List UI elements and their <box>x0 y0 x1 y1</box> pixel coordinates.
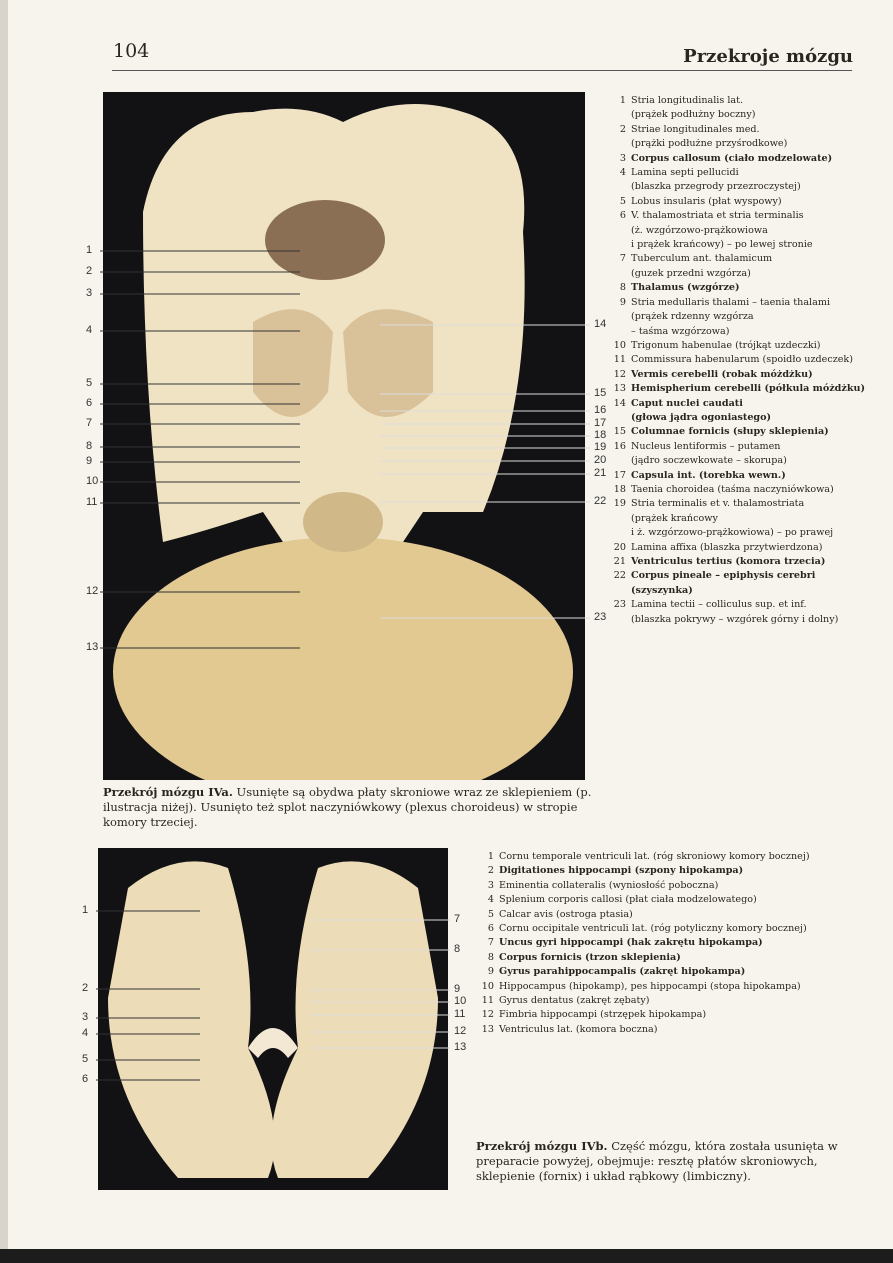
legend-number <box>610 454 626 468</box>
figure-label: 17 <box>594 417 607 429</box>
legend-item <box>610 512 870 526</box>
figure-label: 18 <box>594 429 607 441</box>
figure-label: 22 <box>594 495 607 507</box>
figure-label: 2 <box>82 982 89 994</box>
legend-text: i ż. wzgórzowo-prążkowiowa) – po prawej <box>631 527 834 539</box>
legend-item <box>610 209 870 223</box>
legend-item <box>610 382 870 396</box>
figure-label: 21 <box>594 467 607 479</box>
legend-figure-b <box>478 850 858 1037</box>
legend-number <box>610 512 626 526</box>
legend-text: Lamina affixa (blaszka przytwierdzona) <box>631 541 823 553</box>
legend-item <box>610 137 870 151</box>
legend-text: Ventriculus tertius (komora trzecia) <box>631 556 826 567</box>
legend-item <box>478 951 858 965</box>
legend-text: V. thalamostriata et stria terminalis <box>631 210 804 222</box>
caption-title: Przekrój mózgu IVb. <box>476 1139 608 1153</box>
legend-number: 2 <box>487 865 494 877</box>
legend-number: 23 <box>613 599 626 611</box>
legend-number <box>610 137 626 151</box>
legend-item <box>610 425 870 439</box>
figure-label: 7 <box>86 417 93 429</box>
legend-number: 9 <box>619 296 626 308</box>
legend-number: 12 <box>613 368 626 380</box>
legend-item <box>610 108 870 122</box>
legend-number: 11 <box>481 995 494 1007</box>
figure-label: 13 <box>454 1041 467 1053</box>
legend-text: Caput nuclei caudati <box>631 397 743 409</box>
legend-text: Lobus insularis (płat wyspowy) <box>631 195 782 207</box>
legend-text: Corpus fornicis (trzon sklepienia) <box>499 951 681 963</box>
legend-text: Gyrus dentatus (zakręt zębaty) <box>499 995 650 1007</box>
figure-label: 5 <box>86 377 93 389</box>
caption-text: Część mózgu, która została usunięta w preparacie powyżej, obejmuje: resztę płatów skroniowych, sklepienie (fornix) i układ rąbkowy (limbiczny). <box>476 1139 838 1183</box>
page-edge <box>0 0 8 1263</box>
legend-text: (jądro soczewkowate – skorupa) <box>631 455 787 467</box>
legend-number: 5 <box>619 195 626 207</box>
legend-text: Hippocampus (hipokamp), pes hippocampi (stopa hipokampa) <box>499 980 801 992</box>
figure-label: 10 <box>86 475 99 487</box>
legend-text: Splenium corporis callosi (płat ciała modzelowatego) <box>499 894 757 906</box>
legend-text: Calcar avis (ostroga ptasia) <box>499 908 633 920</box>
legend-text: i prążek krańcowy) – po lewej stronie <box>631 239 813 251</box>
legend-item <box>478 908 858 922</box>
legend-number: 4 <box>487 894 494 906</box>
legend-text: Stria terminalis et v. thalamostriata <box>631 498 805 510</box>
legend-item <box>610 310 870 324</box>
legend-item <box>610 152 870 166</box>
caption-figure-a <box>103 785 603 830</box>
legend-number: 16 <box>613 440 626 452</box>
legend-text: Striae longitudinales med. <box>631 123 760 135</box>
legend-item <box>478 980 858 994</box>
legend-item <box>610 325 870 339</box>
legend-item <box>610 483 870 497</box>
legend-text: Cornu temporale ventriculi lat. (róg skroniowy komory bocznej) <box>499 851 810 862</box>
legend-item <box>478 1008 858 1022</box>
legend-number <box>610 310 626 324</box>
legend-number: 3 <box>619 152 626 164</box>
legend-number <box>610 325 626 339</box>
legend-text: (prążek krańcowy <box>631 512 718 524</box>
brain-section-photo-b <box>98 848 448 1190</box>
legend-number: 12 <box>481 1009 494 1021</box>
legend-text: (blaszka pokrywy – wzgórek górny i dolny) <box>631 613 839 625</box>
legend-text: Stria longitudinalis lat. <box>631 95 744 106</box>
page-number: 104 <box>113 40 150 62</box>
legend-item <box>478 850 858 864</box>
legend-text: Gyrus parahippocampalis (zakręt hipokampa) <box>499 966 746 978</box>
legend-number: 10 <box>481 980 494 992</box>
legend-item <box>610 541 870 555</box>
legend-item <box>610 94 870 108</box>
caption-title: Przekrój mózgu IVa. <box>103 785 233 799</box>
legend-item <box>610 440 870 454</box>
legend-item <box>610 252 870 266</box>
brain-section-photo-a <box>103 92 585 780</box>
legend-item <box>478 922 858 936</box>
legend-item <box>610 411 870 425</box>
legend-item <box>610 569 870 583</box>
legend-text: (guzek przedni wzgórza) <box>631 267 751 279</box>
legend-text: (prążek rdzenny wzgórza <box>631 311 754 323</box>
figure-label: 19 <box>594 441 607 453</box>
legend-number: 8 <box>487 951 494 963</box>
legend-item <box>610 497 870 511</box>
legend-text: Columnae fornicis (słupy sklepienia) <box>631 426 829 438</box>
legend-item <box>610 166 870 180</box>
legend-number <box>610 613 626 627</box>
legend-number: 4 <box>619 167 626 179</box>
legend-number <box>610 238 626 252</box>
legend-text: Fimbria hippocampi (strzępek hipokampa) <box>499 1009 707 1021</box>
figure-label: 11 <box>454 1008 466 1020</box>
legend-text: Capsula int. (torebka wewn.) <box>631 469 786 481</box>
legend-number: 2 <box>619 123 626 135</box>
legend-number: 20 <box>613 541 626 553</box>
caption-figure-b <box>476 1139 856 1184</box>
legend-number: 10 <box>613 339 626 351</box>
legend-item <box>610 224 870 238</box>
figure-label: 7 <box>454 913 461 925</box>
legend-text: Stria medullaris thalami – taenia thalami <box>631 296 831 308</box>
figure-label: 5 <box>82 1053 89 1065</box>
figure-label: 13 <box>86 641 99 653</box>
header-rule <box>112 70 852 71</box>
legend-item <box>478 1023 858 1037</box>
legend-number: 1 <box>487 851 494 862</box>
legend-number: 19 <box>613 498 626 510</box>
legend-number: 1 <box>619 95 626 106</box>
legend-item <box>610 267 870 281</box>
legend-number: 21 <box>613 556 626 567</box>
legend-number: 6 <box>487 923 494 935</box>
figure-label: 9 <box>454 983 461 995</box>
legend-text: Nucleus lentiformis – putamen <box>631 440 781 452</box>
figure-label: 9 <box>86 455 93 467</box>
legend-number: 8 <box>619 282 626 294</box>
figure-label: 3 <box>86 287 93 299</box>
legend-number: 9 <box>487 966 494 978</box>
legend-text: Corpus callosum (ciało modzelowate) <box>631 152 833 164</box>
legend-text: (ż. wzgórzowo-prążkowiowa <box>631 224 768 236</box>
legend-text: Lamina septi pellucidi <box>631 167 739 179</box>
legend-text: Ventriculus lat. (komora boczna) <box>499 1023 658 1035</box>
legend-item <box>610 469 870 483</box>
legend-item <box>610 195 870 209</box>
figure-label: 23 <box>594 611 607 623</box>
legend-number: 22 <box>613 570 626 582</box>
legend-text: Hemispherium cerebelli (półkula móżdżku) <box>631 383 865 395</box>
legend-text: (prążki podłużne przyśrodkowe) <box>631 138 788 150</box>
legend-number: 14 <box>613 397 626 409</box>
figure-label: 4 <box>86 324 93 336</box>
legend-item <box>478 994 858 1008</box>
legend-item <box>610 368 870 382</box>
figure-label: 10 <box>454 995 467 1007</box>
legend-item <box>478 893 858 907</box>
legend-number <box>610 526 626 540</box>
section-title: Przekroje mózgu <box>683 46 853 67</box>
figure-label: 12 <box>454 1025 467 1037</box>
legend-text: (szyszynka) <box>631 584 693 596</box>
legend-text: Trigonum habenulae (trójkąt uzdeczki) <box>631 339 821 351</box>
legend-text: (blaszka przegrody przezroczystej) <box>631 181 801 193</box>
scan-edge <box>0 1249 893 1263</box>
legend-text: Eminentia collateralis (wyniosłość poboczna) <box>499 879 719 891</box>
figure-label: 20 <box>594 454 607 466</box>
figure-label: 3 <box>82 1011 89 1023</box>
legend-number: 5 <box>487 908 494 920</box>
legend-number: 18 <box>613 483 626 495</box>
legend-item <box>478 965 858 979</box>
legend-number <box>610 411 626 425</box>
legend-item <box>610 555 870 569</box>
figure-label: 12 <box>86 585 99 597</box>
legend-text: (głowa jądra ogoniastego) <box>631 411 772 423</box>
legend-item <box>610 526 870 540</box>
figure-label: 16 <box>594 404 607 416</box>
legend-item <box>610 339 870 353</box>
legend-number <box>610 267 626 281</box>
figure-label: 8 <box>86 440 93 452</box>
legend-text: Vermis cerebelli (robak móżdżku) <box>631 368 813 380</box>
legend-item <box>610 296 870 310</box>
legend-number <box>610 180 626 194</box>
legend-text: Thalamus (wzgórze) <box>631 282 740 294</box>
legend-number <box>610 584 626 598</box>
legend-number <box>610 224 626 238</box>
legend-item <box>610 598 870 612</box>
legend-text: Tuberculum ant. thalamicum <box>631 253 773 265</box>
legend-text: Cornu occipitale ventriculi lat. (róg potyliczny komory bocznej) <box>499 923 807 935</box>
legend-number <box>610 108 626 122</box>
figure-label: 8 <box>454 943 461 955</box>
legend-number: 13 <box>481 1023 494 1035</box>
legend-text: Uncus gyri hippocampi (hak zakrętu hipokampa) <box>499 937 763 949</box>
caption-text: Usunięte są obydwa płaty skroniowe wraz ze sklepieniem (p. ilustracja niżej). Usunięto też splot naczyniówkowy (plexus choroideus) w stropie komory trzeciej. <box>103 785 592 829</box>
legend-item <box>610 397 870 411</box>
legend-figure-a <box>610 94 870 627</box>
legend-text: Digitationes hippocampi (szpony hipokampa) <box>499 865 744 877</box>
figure-label: 6 <box>86 397 93 409</box>
legend-item <box>610 281 870 295</box>
figure-label: 14 <box>594 318 607 330</box>
legend-item <box>610 353 870 367</box>
figure-label: 15 <box>594 387 607 399</box>
figure-label: 1 <box>82 904 89 916</box>
legend-text: – taśma wzgórzowa) <box>631 325 730 337</box>
figure-label: 2 <box>86 265 93 277</box>
legend-number: 13 <box>613 383 626 395</box>
legend-text: Lamina tectii – colliculus sup. et inf. <box>631 599 807 611</box>
legend-text: Corpus pineale – epiphysis cerebri <box>631 570 816 582</box>
legend-item <box>478 864 858 878</box>
legend-text: (prążek podłużny boczny) <box>631 109 756 121</box>
legend-item <box>610 238 870 252</box>
legend-text: Commissura habenularum (spoidło uzdeczek) <box>631 354 853 366</box>
legend-item <box>610 123 870 137</box>
legend-item <box>610 613 870 627</box>
legend-number: 11 <box>613 354 626 366</box>
legend-number: 7 <box>619 253 626 265</box>
figure-label: 4 <box>82 1027 89 1039</box>
figure-label: 1 <box>86 244 93 256</box>
legend-item <box>610 180 870 194</box>
legend-text: Taenia choroidea (taśma naczyniówkowa) <box>631 483 834 495</box>
legend-item <box>610 584 870 598</box>
legend-number: 6 <box>619 210 626 222</box>
legend-number: 15 <box>613 426 626 438</box>
legend-number: 7 <box>487 937 494 949</box>
legend-item <box>478 936 858 950</box>
figure-label: 6 <box>82 1073 89 1085</box>
legend-number: 17 <box>613 469 626 481</box>
legend-item <box>478 879 858 893</box>
figure-label: 11 <box>86 496 98 508</box>
legend-item <box>610 454 870 468</box>
legend-number: 3 <box>487 879 494 891</box>
